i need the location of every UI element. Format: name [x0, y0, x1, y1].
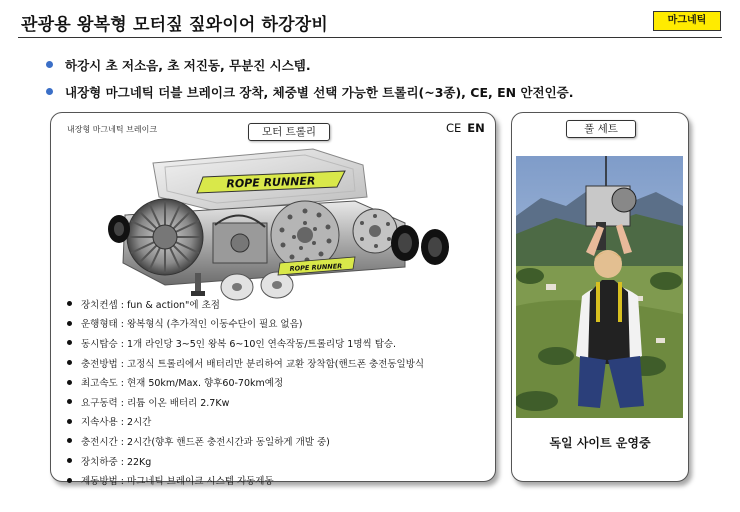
spec-item — [67, 333, 424, 353]
rope-runner-machine-image — [105, 145, 450, 305]
title-divider — [18, 37, 722, 38]
spec-dot-icon — [67, 380, 72, 385]
spec-text: 충전시간 : 2시간(향후 핸드폰 충전시간과 동일하게 개발 중) — [81, 436, 330, 448]
motor-trolley-tag: 모터 트롤리 — [248, 123, 330, 141]
full-set-tag: 풀 세트 — [566, 120, 636, 138]
spec-item — [67, 372, 424, 392]
spec-dot-icon — [67, 340, 72, 345]
spec-dot-icon — [67, 438, 72, 443]
brand-plate-side: ROPE RUNNER — [289, 262, 343, 273]
brake-label: 내장형 마그네틱 브레이크 — [67, 125, 158, 134]
spec-item — [67, 470, 424, 490]
zipline-rider-photo — [516, 156, 683, 418]
bullet-text: 내장형 마그네틱 더블 브레이크 장착, 체중별 선택 가능한 트롤리(~3종), CE, EN 안전인증. — [65, 84, 574, 100]
spec-text: 장치컨셉 : fun & action"에 초점 — [81, 299, 220, 311]
spec-item — [67, 314, 424, 334]
page-title: 관광용 왕복형 모터짚 짚와이어 하강장비 — [21, 15, 329, 35]
spec-dot-icon — [67, 360, 72, 365]
spec-item — [67, 294, 424, 314]
spec-text: 최고속도 : 현재 50km/Max. 향후60-70km예정 — [81, 378, 284, 390]
spec-dot-icon — [67, 419, 72, 424]
brand-plate-top: ROPE RUNNER — [226, 174, 316, 191]
motor-trolley-panel — [50, 112, 496, 488]
spec-text: 동시탑승 : 1개 라인당 3~5인 왕복 6~10인 연속작동/트롤리당 1명씩 탑승. — [81, 338, 397, 350]
bullet-dot-icon — [46, 88, 53, 95]
spec-text: 제동방법 : 마그네틱 브레이크 시스템 자동제동 — [81, 476, 274, 488]
spec-item — [67, 451, 424, 471]
spec-dot-icon — [67, 301, 72, 306]
certification-marks — [446, 121, 485, 135]
spec-dot-icon — [67, 321, 72, 326]
spec-text: 운행형태 : 왕복형식 (추가적인 이동수단이 필요 없음) — [81, 319, 303, 331]
spec-list — [67, 294, 424, 490]
en-mark: EN — [467, 121, 485, 135]
spec-dot-icon — [67, 458, 72, 463]
bullet-text: 하강시 초 저소음, 초 저진동, 무분진 시스템. — [65, 57, 311, 73]
ce-mark: CE — [446, 121, 462, 135]
full-set-panel — [511, 112, 689, 482]
spec-item — [67, 412, 424, 432]
spec-text: 충전방법 : 고정식 트롤리에서 배터리만 분리하여 교환 장착함(핸드폰 충전동일방식 — [81, 358, 425, 370]
spec-text: 지속사용 : 2시간 — [81, 417, 152, 429]
summary-bullets — [46, 51, 574, 105]
magnetic-badge: 마그네틱 — [653, 11, 721, 31]
spec-dot-icon — [67, 478, 72, 483]
spec-text: 요구동력 : 리튬 이온 배터리 2.7Kw — [81, 397, 230, 409]
spec-item — [67, 392, 424, 412]
site-caption: 독일 사이트 운영중 — [549, 436, 651, 450]
bullet-dot-icon — [46, 61, 53, 68]
spec-item — [67, 353, 424, 373]
spec-item — [67, 431, 424, 451]
spec-dot-icon — [67, 399, 72, 404]
bullet-item — [46, 78, 574, 105]
spec-text: 장치하중 : 22Kg — [81, 456, 152, 468]
bullet-item — [46, 51, 574, 78]
